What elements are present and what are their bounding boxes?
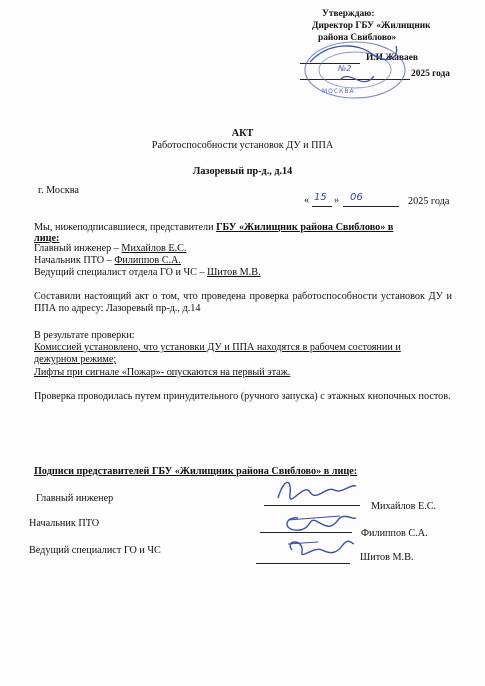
member-name: Филиппов С.А. xyxy=(114,255,181,266)
member-row xyxy=(34,255,181,267)
result-line-1: Комиссией установлено, что установки ДУ и ППА находятся в рабочем состоянии и xyxy=(34,342,401,353)
signature-line xyxy=(260,532,352,533)
stamp-seal xyxy=(300,32,410,102)
stamp-text: МОСКВА xyxy=(322,88,355,95)
org-name-cont: лице: xyxy=(34,233,60,244)
date-day: 15 xyxy=(314,192,327,203)
member-name: Шитов М.В. xyxy=(207,267,261,278)
member-name: Михайлов Е.С. xyxy=(121,243,187,254)
act-subtitle: Работоспособности установок ДУ и ППА xyxy=(151,140,334,151)
date-month: 06 xyxy=(350,192,363,203)
signature-name: Михайлов Е.С. xyxy=(371,501,437,512)
intro-text: Мы, нижеподписавшиеся, представители xyxy=(34,222,214,233)
act-body-text: Составили настоящий акт о том, что проведена проверка работоспособности установок ДУ и ППА по адресу: Лазоревый пр-д., д.14 xyxy=(34,291,452,314)
approval-org: района Свиблово» xyxy=(318,33,397,43)
act-address: Лазоревый пр-д., д.14 xyxy=(192,166,293,177)
signature-name: Шитов М.В. xyxy=(360,552,414,563)
signatures-heading: Подписи представителей ГБУ «Жилищник района Свиблово» в лице: xyxy=(34,466,358,477)
result-line-3: Лифты при сигнале «Пожар»- опускаются на первый этаж. xyxy=(34,367,291,378)
member-role: Ведущий специалист отдела ГО и ЧС – xyxy=(34,267,208,278)
act-title: АКТ xyxy=(231,128,254,139)
org-name: ГБУ «Жилищник района Свиблово» в xyxy=(216,222,394,233)
signature-name: Филиппов С.А. xyxy=(361,528,428,539)
signature-scribble xyxy=(270,476,360,506)
signature-role: Начальник ПТО xyxy=(29,518,100,529)
date-day-line xyxy=(312,206,332,207)
approval-signer: И.И.Жаваев xyxy=(366,53,418,63)
signature-line xyxy=(256,563,350,564)
result-heading: В результате проверки: xyxy=(34,330,135,341)
date-month-line xyxy=(343,206,399,207)
member-role: Начальник ПТО – xyxy=(34,255,115,266)
date-year: 2025 года xyxy=(408,196,450,207)
signature-role: Главный инженер xyxy=(36,493,114,504)
approval-director: Директор ГБУ «Жилищник xyxy=(312,21,431,31)
city: г. Москва xyxy=(38,185,79,196)
signature-scribble xyxy=(278,534,358,564)
member-row xyxy=(34,243,187,255)
method-text: Проверка проводилась путем принудительного (ручного запуска) с этажных кнопочных постов. xyxy=(34,391,451,402)
member-row xyxy=(34,267,261,279)
date-open-quote: « xyxy=(304,195,310,206)
approval-year: 2025 года xyxy=(411,69,450,79)
stamp-number: №2 xyxy=(338,64,352,73)
member-role: Главный инженер – xyxy=(34,243,122,254)
signature-role: Ведущий специалист ГО и ЧС xyxy=(29,545,161,556)
result-line-2: дежурном режиме; xyxy=(34,354,117,365)
approval-label: Утверждаю: xyxy=(322,9,375,19)
date-close-quote: » xyxy=(334,195,340,206)
